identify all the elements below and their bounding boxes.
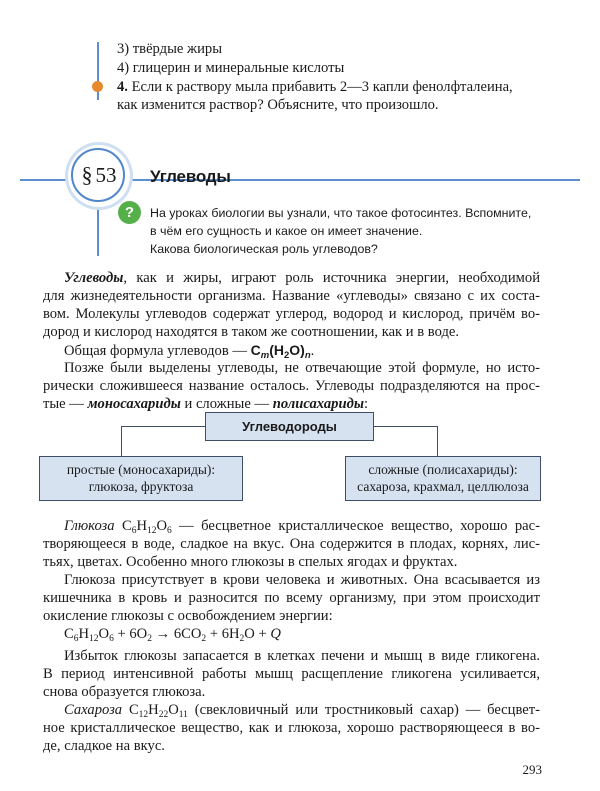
eq-plus2: + 6H (206, 626, 240, 642)
eq-s2a: 2 (147, 634, 152, 644)
sucrose-f-h: H (148, 702, 159, 718)
term-carbohydrates: Углеводы (64, 270, 124, 286)
eq-s2c: 2 (239, 634, 245, 644)
formula-label: Общая формула углеводов — (64, 343, 251, 359)
list-item-4: 4) глицерин и минеральные кислоты (117, 60, 345, 76)
sucrose-f-12: 12 (138, 710, 149, 720)
sucrose-f-22: 22 (158, 710, 169, 720)
diagram-simple-box (39, 456, 243, 501)
term-sucrose: Сахароза (64, 702, 123, 718)
glucose-f-c: C (121, 518, 132, 534)
general-formula (250, 342, 311, 361)
paragraph-sign: § (81, 162, 93, 187)
intro-line-1 (64, 269, 540, 287)
sucrose-f-c: C (128, 702, 139, 718)
glycogen-line-1: Избыток глюкозы запасается в клетках печени и мышц в виде гликогена. (64, 648, 540, 664)
question-icon (118, 201, 141, 224)
eq-o: O (98, 626, 110, 642)
glucose-p2-line-2: кишечника в кровь и разносится по всему организму, при этом происходит (43, 590, 540, 606)
task-4 (117, 78, 513, 96)
sucrose-line-3: де, сладкое на вкус. (43, 738, 165, 754)
page-number: 293 (522, 762, 542, 777)
p2-line-2: рически сложившееся название осталось. Углеводы подразделяются на прос- (43, 378, 540, 394)
section-badge (68, 145, 130, 207)
term-monosaccharides: моносахариды (87, 396, 181, 412)
term-glucose: Глюкоза (64, 518, 115, 534)
formula-m: m (260, 350, 270, 361)
eq-c: C (64, 626, 74, 642)
list-item-3: 3) твёрдые жиры (117, 41, 223, 57)
glucose-formula (122, 518, 172, 534)
task-line-1: Если к раствору мыла прибавить 2—3 капли фенолфталеина, (131, 79, 513, 95)
eq-s2b: 2 (201, 634, 207, 644)
sucrose-formula (129, 702, 188, 718)
sucrose-f-11: 11 (178, 710, 188, 720)
eq-s12: 12 (89, 634, 99, 644)
glucose-line-1-text: — бесцветное кристаллическое вещество, хорошо рас- (171, 518, 540, 534)
glucose-p2-line-3: окисление глюкозы с освобождением энергии: (43, 608, 333, 624)
diagram-connector-left-v (121, 426, 122, 456)
sucrose-f-o: O (168, 702, 179, 718)
glucose-f-6b: 6 (167, 526, 172, 536)
eq-plus1: + 6O (113, 626, 148, 642)
section-number (68, 162, 130, 188)
diagram-complex-line-1: сложные (полисахариды): (368, 462, 518, 477)
formula-c: C (250, 342, 261, 358)
eq-h: H (78, 626, 90, 642)
formula-o: O) (289, 342, 305, 358)
diagram-simple-line-2: глюкоза, фруктоза (88, 479, 194, 494)
p2-line-3-a: тые — (43, 396, 88, 412)
question-line-3: Какова биологическая роль углеводов? (150, 242, 378, 256)
glucose-line-2: творяющееся в воде, сладкое на вкус. Она содержится в плодах, корнях, лис- (43, 536, 540, 552)
glucose-f-6a: 6 (131, 526, 137, 536)
intro-line-2: для жизнедеятельности организма. Название «углеводы» связано с их соста- (43, 288, 540, 304)
intro-line-1-text: , как и жиры, играют роль источника энергии, необходимой (123, 270, 540, 286)
diagram-connector-right-v (437, 426, 438, 456)
eq-o2: O + (244, 626, 271, 642)
sucrose-line-1 (64, 701, 540, 719)
general-formula-line (64, 341, 314, 360)
glucose-f-12: 12 (146, 526, 157, 536)
task-bullet-icon (92, 81, 103, 92)
glucose-f-h: H (136, 518, 147, 534)
p2-line-3-c: : (363, 396, 369, 412)
intro-line-3: вом. Молекулы углеводов содержат углерод, водород и кислород, причём во- (43, 306, 540, 322)
glucose-line-3: тьях, цветах. Особенно много глюкозы в спелых ягодах и фруктах. (43, 554, 458, 570)
question-line-2: в чём его сущность и какое он имеет значение. (150, 224, 423, 238)
glucose-p2-line-1: Глюкоза присутствует в крови человека и животных. Она всасывается из (64, 572, 540, 588)
task-number: 4. (117, 79, 128, 95)
question-line-1: На уроках биологии вы узнали, что такое фотосинтез. Вспомните, (150, 206, 532, 220)
section-title: Углеводы (150, 167, 231, 186)
diagram-simple-line-1: простые (моносахариды): (66, 462, 216, 477)
p2-line-3 (43, 395, 368, 413)
section-number-value: 53 (95, 163, 117, 187)
glucose-line-1 (64, 517, 540, 535)
eq-s6b: 6 (109, 634, 114, 644)
eq-arrow: → 6CO (151, 626, 202, 642)
intro-line-4: дород и кислород находятся в таком же соотношении, как и в воде. (43, 324, 460, 340)
oxidation-equation (64, 625, 281, 643)
term-polysaccharides: полисахариды (272, 396, 364, 412)
p2-line-1: Позже были выделены углеводы, не отвечающие этой формуле, но исто- (64, 360, 540, 376)
formula-h: (H (269, 342, 284, 358)
diagram-root-label: Углеводороды (242, 419, 337, 434)
formula-n: n (304, 350, 311, 361)
diagram-complex-line-2: сахароза, крахмал, целлюлоза (357, 479, 529, 494)
formula-2: 2 (284, 350, 290, 361)
p2-line-3-b: и сложные — (180, 396, 273, 412)
glucose-f-o: O (156, 518, 168, 534)
diagram-connector-left-h (121, 426, 205, 427)
sucrose-line-2: ное кристаллическое вещество, как и глюкоза, хорошо растворяющееся в во- (43, 720, 540, 736)
task-line-2: как изменится раствор? Объясните, что произошло. (117, 97, 439, 113)
diagram-root-box (205, 412, 374, 441)
question-mark: ? (124, 204, 135, 221)
eq-q: Q (270, 626, 281, 642)
formula-period: . (310, 343, 315, 359)
glycogen-line-3: снова образуется глюкоза. (43, 684, 206, 700)
diagram-connector-right-h (374, 426, 438, 427)
eq-s6: 6 (73, 634, 79, 644)
diagram-complex-box (345, 456, 541, 501)
glycogen-line-2: В период интенсивной работы мышц расщепление гликогена усиливается, (43, 666, 540, 682)
sucrose-line-1-text: (свекловичный или тростниковый сахар) — бесцвет- (187, 702, 540, 718)
